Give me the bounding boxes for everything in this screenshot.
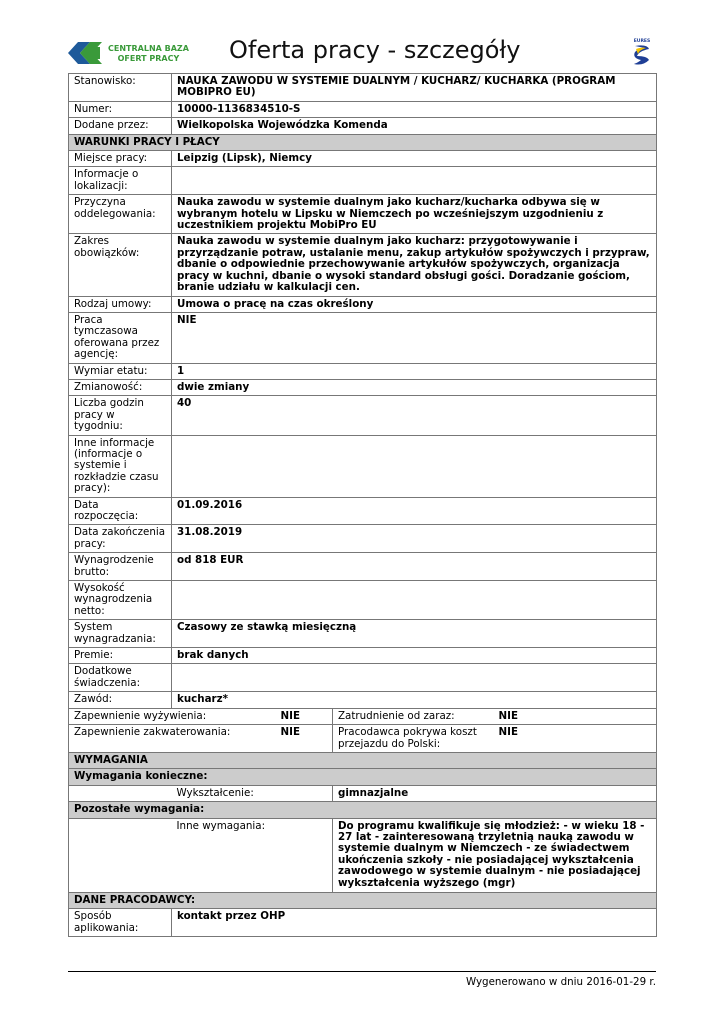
footer-divider xyxy=(68,971,656,972)
label-wyzywienie: Zapewnienie wyżywienia: xyxy=(69,708,276,724)
value-inne-informacje xyxy=(172,435,657,497)
subsection-pozostale xyxy=(69,802,657,818)
value-info-lokalizacji xyxy=(172,167,657,195)
row-system xyxy=(69,620,657,648)
label-zakwaterowanie: Zapewnienie zakwaterowania: xyxy=(69,725,276,753)
section-pracodawca xyxy=(69,892,657,908)
value-dodatkowe xyxy=(172,664,657,692)
value-przyczyna: Nauka zawodu w systemie dualnym jako kucharz/kucharka odbywa się w wybranym hotelu w Lipsku w Niemczech po wcześniejszym uzgodnieniu z uczestnikiem projektu MobiPro EU xyxy=(172,195,657,234)
row-sposob-aplikowania xyxy=(69,909,657,937)
row-numer xyxy=(69,101,657,117)
label-od-zaraz: Zatrudnienie od zaraz: xyxy=(333,708,494,724)
row-info-lokalizacji xyxy=(69,167,657,195)
value-stanowisko: NAUKA ZAWODU W SYSTEMIE DUALNYM / KUCHARZ/ KUCHARKA (PROGRAM MOBIPRO EU) xyxy=(172,74,657,102)
value-praca-tymczasowa: NIE xyxy=(172,312,657,363)
label-przejazd: Pracodawca pokrywa koszt przejazdu do Polski: xyxy=(333,725,494,753)
value-dodane: Wielkopolska Wojewódzka Komenda xyxy=(172,118,657,134)
section-pracodawca-title: DANE PRACODAWCY: xyxy=(69,892,657,908)
label-dodatkowe: Dodatkowe świadczenia: xyxy=(69,664,172,692)
eures-logo xyxy=(629,37,655,67)
value-zakres: Nauka zawodu w systemie dualnym jako kucharz: przygotowywanie i przyrządzanie potraw, ustalanie menu, zakup artykułów spożywczych i przypraw, dbanie o odpowiednie przechowywanie artykułów spożywczych, organizacja pracy w kuchni, dbanie o wysoki standard obsługi gości. Doradzanie gościom, branie udziału w kalkulacji cen. xyxy=(172,234,657,296)
row-miejsce xyxy=(69,151,657,167)
offer-table xyxy=(68,73,657,937)
label-netto: Wysokość wynagrodzenia netto: xyxy=(69,581,172,620)
section-wymagania-title: WYMAGANIA xyxy=(69,752,657,768)
section-warunki-title: WARUNKI PRACY I PŁACY xyxy=(69,134,657,150)
value-brutto: od 818 EUR xyxy=(172,553,657,581)
row-zakonczenie xyxy=(69,525,657,553)
value-sposob-aplikowania: kontakt przez OHP xyxy=(172,909,657,937)
value-wymiar: 1 xyxy=(172,363,657,379)
row-netto xyxy=(69,581,657,620)
value-wyzywienie: NIE xyxy=(276,708,333,724)
value-rodzaj-umowy: Umowa o pracę na czas określony xyxy=(172,296,657,312)
value-rozpoczecie: 01.09.2016 xyxy=(172,497,657,525)
row-rodzaj-umowy xyxy=(69,296,657,312)
label-wyksztalcenie: Wykształcenie: xyxy=(172,785,333,801)
label-stanowisko: Stanowisko: xyxy=(69,74,172,102)
label-sposob-aplikowania: Sposób aplikowania: xyxy=(69,909,172,937)
svg-text:EURES: EURES xyxy=(633,39,651,44)
label-premie: Premie: xyxy=(69,648,172,664)
section-warunki xyxy=(69,134,657,150)
value-przejazd: NIE xyxy=(494,725,657,753)
label-rozpoczecie: Data rozpoczęcia: xyxy=(69,497,172,525)
label-dodane: Dodane przez: xyxy=(69,118,172,134)
row-przyczyna xyxy=(69,195,657,234)
value-miejsce: Leipzig (Lipsk), Niemcy xyxy=(172,151,657,167)
row-wyzywienie xyxy=(69,708,657,724)
value-zakonczenie: 31.08.2019 xyxy=(172,525,657,553)
row-zmianowosc xyxy=(69,379,657,395)
label-wymiar: Wymiar etatu: xyxy=(69,363,172,379)
value-system: Czasowy ze stawką miesięczną xyxy=(172,620,657,648)
row-wymiar xyxy=(69,363,657,379)
row-inne-wymagania xyxy=(69,818,657,892)
label-miejsce: Miejsce pracy: xyxy=(69,151,172,167)
spacer-cell xyxy=(69,785,172,801)
value-inne-wymagania: Do programu kwalifikuje się młodzież: - w wieku 18 - 27 lat - zainteresowaną trzyletnią nauką zawodu w systemie dualnym w Niemczech - ze świadectwem ukończenia szkoły - nie posiadającej wykształcenia zawodowego w systemie dualnym - nie posiadającej wykształcenia wyższego (mgr) xyxy=(333,818,657,892)
row-stanowisko xyxy=(69,74,657,102)
row-rozpoczecie xyxy=(69,497,657,525)
value-numer: 10000-1136834510-S xyxy=(172,101,657,117)
spacer-cell xyxy=(69,818,172,892)
subsection-pozostale-title: Pozostałe wymagania: xyxy=(69,802,657,818)
row-inne-informacje xyxy=(69,435,657,497)
label-zmianowosc: Zmianowość: xyxy=(69,379,172,395)
row-dodane xyxy=(69,118,657,134)
row-godziny xyxy=(69,396,657,435)
value-zmianowosc: dwie zmiany xyxy=(172,379,657,395)
value-wyksztalcenie: gimnazjalne xyxy=(333,785,657,801)
logo-text: CENTRALNA BAZA OFERT PRACY xyxy=(108,44,189,63)
row-zakres xyxy=(69,234,657,296)
row-praca-tymczasowa xyxy=(69,312,657,363)
label-praca-tymczasowa: Praca tymczasowa oferowana przez agencję: xyxy=(69,312,172,363)
label-rodzaj-umowy: Rodzaj umowy: xyxy=(69,296,172,312)
section-wymagania xyxy=(69,752,657,768)
label-info-lokalizacji: Informacje o lokalizacji: xyxy=(69,167,172,195)
row-premie xyxy=(69,648,657,664)
label-zawod: Zawód: xyxy=(69,692,172,708)
label-zakonczenie: Data zakończenia pracy: xyxy=(69,525,172,553)
value-netto xyxy=(172,581,657,620)
page-title: Oferta pracy - szczegóły xyxy=(229,36,521,64)
row-zawod xyxy=(69,692,657,708)
label-brutto: Wynagrodzenie brutto: xyxy=(69,553,172,581)
label-numer: Numer: xyxy=(69,101,172,117)
subsection-konieczne xyxy=(69,769,657,785)
label-przyczyna: Przyczyna oddelegowania: xyxy=(69,195,172,234)
row-dodatkowe xyxy=(69,664,657,692)
label-inne-informacje: Inne informacje (informacje o systemie i rozkładzie czasu pracy): xyxy=(69,435,172,497)
label-inne-wymagania: Inne wymagania: xyxy=(172,818,333,892)
label-godziny: Liczba godzin pracy w tygodniu: xyxy=(69,396,172,435)
value-zakwaterowanie: NIE xyxy=(276,725,333,753)
label-zakres: Zakres obowiązków: xyxy=(69,234,172,296)
value-premie: brak danych xyxy=(172,648,657,664)
subsection-konieczne-title: Wymagania konieczne: xyxy=(69,769,657,785)
value-godziny: 40 xyxy=(172,396,657,435)
value-od-zaraz: NIE xyxy=(494,708,657,724)
value-zawod: kucharz* xyxy=(172,692,657,708)
row-wyksztalcenie xyxy=(69,785,657,801)
label-system: System wynagradzania: xyxy=(69,620,172,648)
row-brutto xyxy=(69,553,657,581)
row-zakwaterowanie xyxy=(69,725,657,753)
footer-generated: Wygenerowano w dniu 2016-01-29 r. xyxy=(465,976,656,988)
